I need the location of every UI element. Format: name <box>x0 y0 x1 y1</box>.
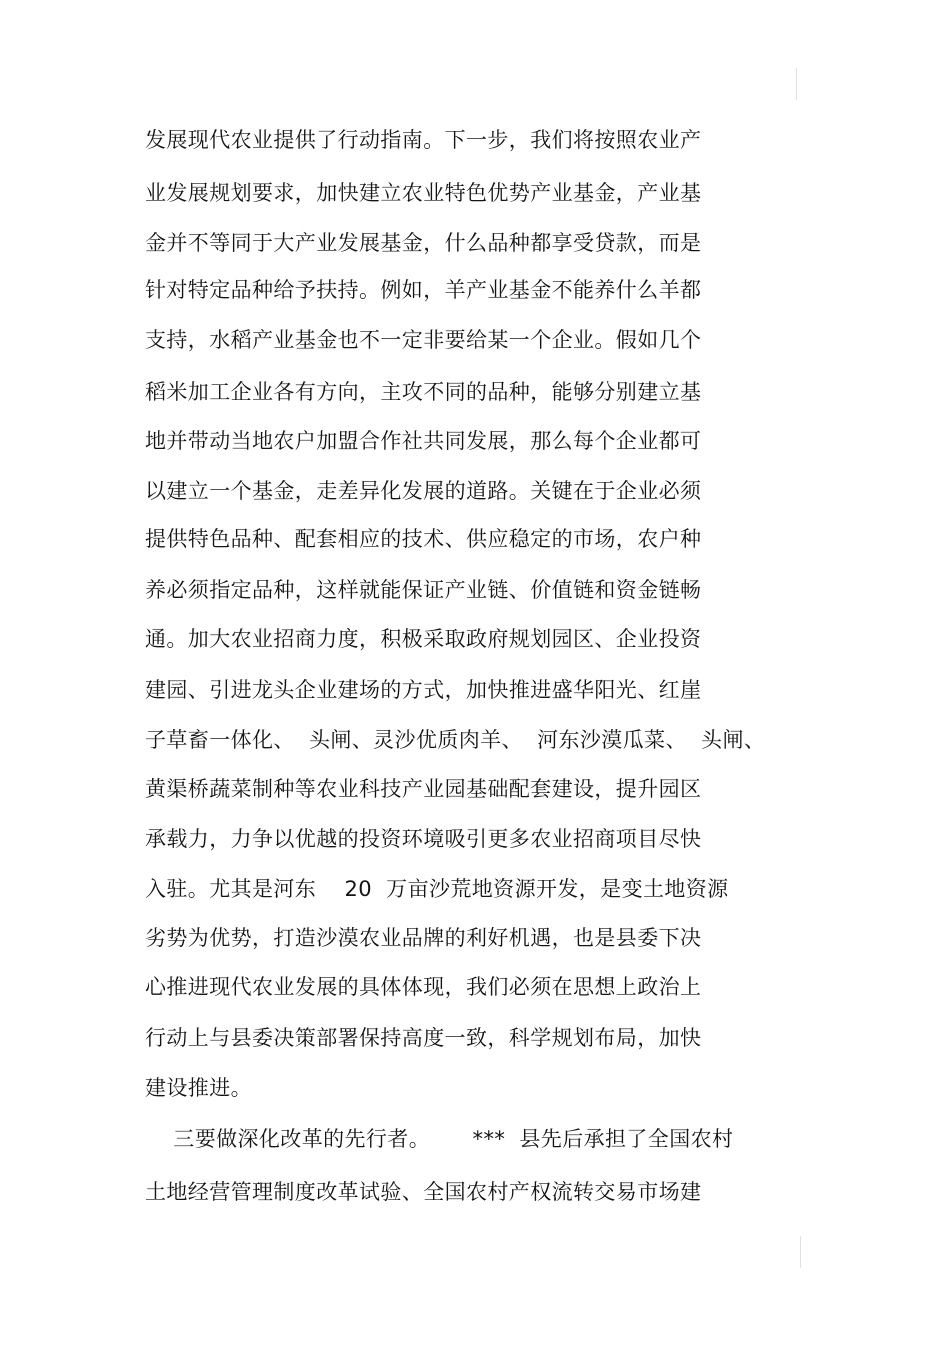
text-line: 业发展规划要求，加快建立农业特色优势产业基金，产业基 <box>145 181 702 205</box>
text-line: 劣势为优势，打造沙漠农业品牌的利好机遇，也是县委下决 <box>145 926 702 950</box>
text-line: 稻米加工企业各有方向，主攻不同的品种，能够分别建立基 <box>145 380 702 404</box>
text-line: 子草畜一体化、 头闸、灵沙优质肉羊、 河东沙漠瓜菜、 头闸、 <box>145 728 766 752</box>
text-line: 针对特定品种给予扶持。例如，羊产业基金不能养什么羊都 <box>145 278 702 302</box>
text-line: 养必须指定品种，这样就能保证产业链、价值链和资金链畅 <box>145 578 702 602</box>
page-edge-mark-top <box>796 68 797 100</box>
text-line: 行动上与县委决策部署保持高度一致，科学规划布局，加快 <box>145 1026 702 1050</box>
paragraph-first-line: 三要做深化改革的先行者。 *** 县先后承担了全国农村 <box>145 1127 734 1151</box>
text-line: 承载力，力争以优越的投资环境吸引更多农业招商项目尽快 <box>145 827 702 851</box>
text-line: 入驻。尤其是河东 20 万亩沙荒地资源开发，是变土地资源 <box>145 877 729 901</box>
text-line: 金并不等同于大产业发展基金，什么品种都享受贷款，而是 <box>145 231 702 255</box>
text-line: 发展现代农业提供了行动指南。下一步，我们将按照农业产 <box>145 128 702 152</box>
text-line: 土地经营管理制度改革试验、全国农村产权流转交易市场建 <box>145 1180 702 1204</box>
text-line: 以建立一个基金，走差异化发展的道路。关键在于企业必须 <box>145 479 702 503</box>
text-line: 支持，水稻产业基金也不一定非要给某一个企业。假如几个 <box>145 328 702 352</box>
page-edge-mark-bottom <box>800 1236 801 1268</box>
text-line: 地并带动当地农户加盟合作社共同发展，那么每个企业都可 <box>145 429 702 453</box>
text-line: 心推进现代农业发展的具体体现，我们必须在思想上政治上 <box>145 975 702 999</box>
text-line: 建设推进。 <box>145 1076 252 1100</box>
text-line: 通。加大农业招商力度，积极采取政府规划园区、企业投资 <box>145 627 702 651</box>
text-line: 建园、引进龙头企业建场的方式，加快推进盛华阳光、红崖 <box>145 678 702 702</box>
text-line: 提供特色品种、配套相应的技术、供应稳定的市场，农户种 <box>145 527 702 551</box>
text-line: 黄渠桥蔬菜制种等农业科技产业园基础配套建设，提升园区 <box>145 777 702 801</box>
